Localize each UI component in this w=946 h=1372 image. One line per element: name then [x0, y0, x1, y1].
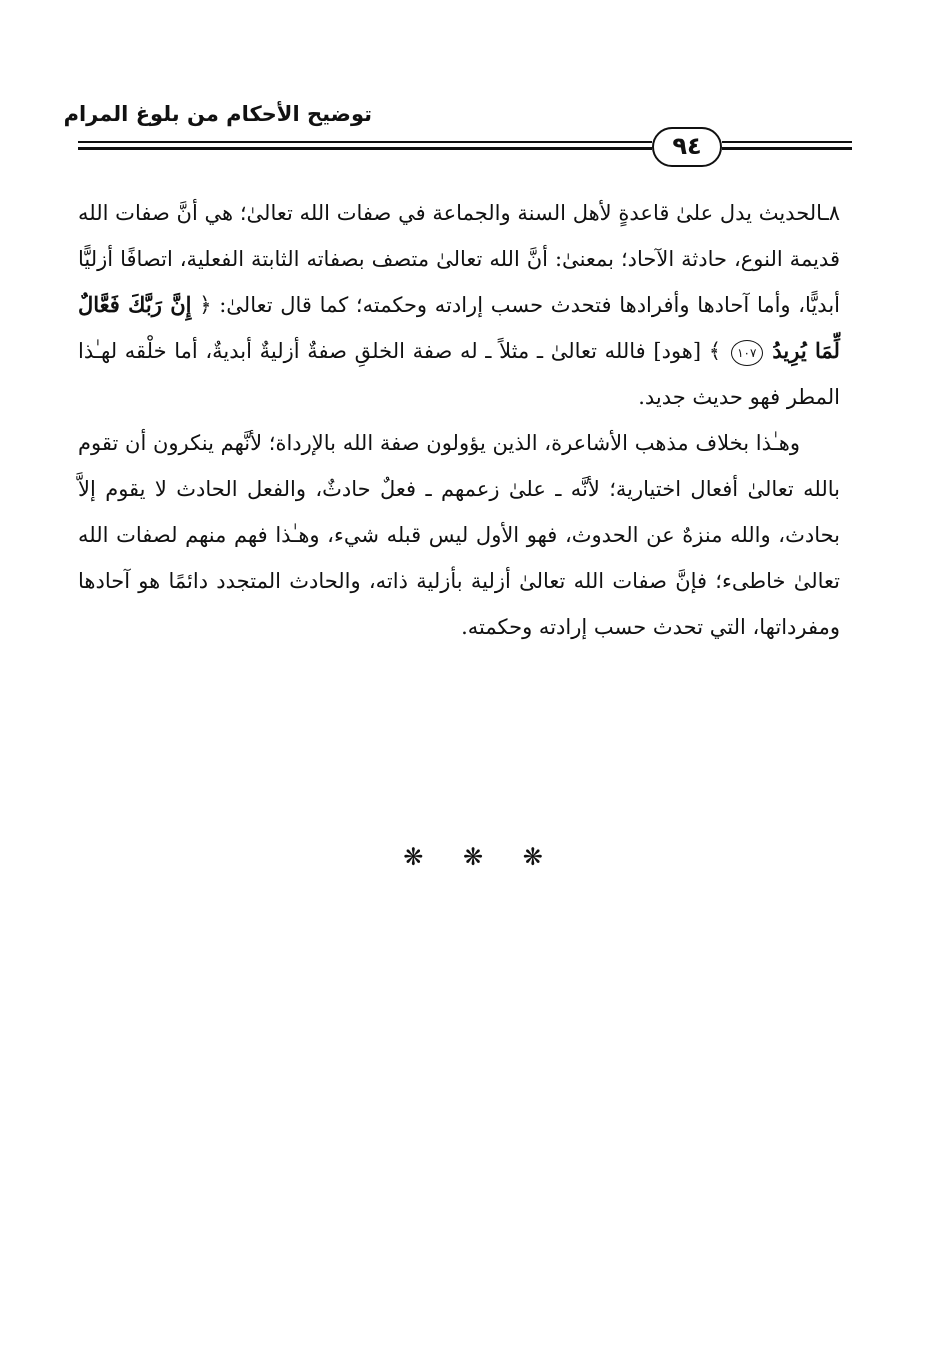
section-separator [0, 840, 946, 874]
page-header [0, 0, 946, 170]
paragraph-2: وهـٰذا بخلاف مذهب الأشاعرة، الذين يؤولون صفة الله بالإرداة؛ لأنَّهم ينكرون أن تقوم بالله تعالىٰ أفعال اختيارية؛ لأنَّه ـ علىٰ زعمهم ـ فعلٌ حادثٌ، والفعل الحادث لا يقوم إلاَّ بحادث، والله منزهٌ عن الحدوث، فهو الأول ليس قبله شيء، وهـٰذا فهم منهم لصفات الله تعالىٰ خاطىء؛ فإنَّ صفات الله تعالىٰ أزلية بأزلية ذاته، والحادث المتجدد دائمًا هو آحادها ومفرداتها، التي تحدث حسب إرادته وحكمته. [78, 431, 840, 639]
separator-star: ❋ [522, 843, 543, 871]
paragraph-1-text: الحديث يدل علىٰ قاعدةٍ لأهل السنة والجماعة في صفات الله تعالىٰ؛ هي أنَّ صفات الله قديمة النوع، حادثة الآحاد؛ بمعنىٰ: أنَّ الله تعالىٰ متصف بصفاته الثابتة الفعلية، اتصافًا أزليًّا أبديًّا، وأما آحادها وأفرادها فتحدث حسب إرادته وحكمته؛ كما قال تعالىٰ: [78, 201, 841, 317]
quran-verse: إِنَّ رَبَّكَ فَعَّالٌ لِّمَا يُرِيدُ [78, 292, 840, 363]
separator-star: ❋ [403, 843, 424, 871]
quran-close-bracket: ﴾ [708, 339, 722, 363]
header-rule-left-bottom [78, 147, 652, 150]
quran-source: [هود] [653, 339, 702, 363]
header-rule-right-top [722, 141, 852, 143]
header-rule-left-top [78, 141, 652, 143]
paragraph-1-continuation: فالله تعالىٰ ـ مثلاً ـ له صفة الخلقِ صفةٌ أزليةٌ أبديةٌ، أما خلْقه لهـٰذا المطر فهو حديث جديد. [78, 339, 840, 409]
paragraph-point-8 [78, 190, 840, 420]
header-rule-right-bottom [722, 147, 852, 150]
separator-star: ❋ [462, 843, 484, 871]
page-body [78, 190, 840, 650]
point-number: ٨ـ [822, 201, 840, 225]
verse-number-badge: ١٠٧ [731, 340, 763, 366]
running-book-title: توضيح الأحكام من بلوغ المرام [63, 102, 372, 126]
page-number: ٩٤ [652, 127, 722, 167]
quran-open-bracket: ﴿ [199, 293, 212, 317]
